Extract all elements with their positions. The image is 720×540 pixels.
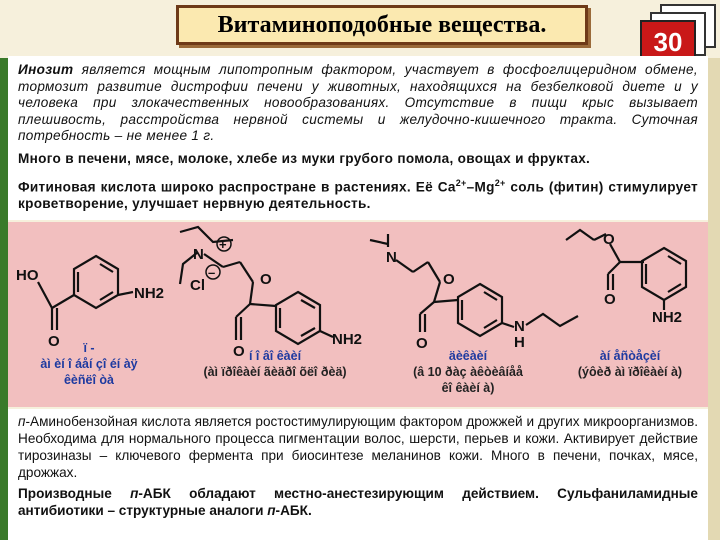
inositol-description: является мощным липотропным фактором, участвует в фосфоглицеридном обмене, тормозит развитие дистрофии печени у животных, находящихся на безбелковой диете и у человека при злокачественных новообразованиях. Отсутствие в пищи крыс вызывает плешивость, расстройства нервной системы и желудочно-кишечного тракта. Суточная потребность – не менее 1 г. [18, 62, 698, 144]
dicaine-nh-h: H [514, 334, 525, 351]
caption-anesthesin-line2: (ýôèð àì ïðîêàèí à) [577, 365, 683, 379]
phytic-acid-paragraph [18, 175, 698, 213]
anesthesin-ester-o: O [603, 231, 615, 248]
phytic-text-a: Фитиновая кислота широко распростране в растениях. Её Ca [18, 179, 456, 195]
novocaine-ester-o: O [260, 271, 272, 288]
anesthesin-nh2: NH2 [652, 309, 683, 326]
inositol-term: Инозит [18, 62, 74, 77]
caption-paba-line3: êèñëî òà [63, 373, 115, 387]
derivatives-text-c: -АБК. [275, 503, 312, 518]
derivatives-prefix-1: п [130, 486, 139, 501]
novocaine-carbonyl-o: O [233, 343, 245, 360]
paba-ho: HO [16, 267, 39, 284]
derivatives-text-a: Производные [18, 486, 131, 501]
derivatives-prefix-2: п [267, 503, 276, 518]
left-decor-rail [0, 58, 8, 540]
mg-charge: 2+ [494, 177, 506, 188]
paba-paragraph [18, 413, 698, 481]
novocaine-n: N [193, 246, 204, 263]
page-number: 30 [640, 20, 696, 64]
caption-paba-line1: ï - [83, 341, 95, 355]
novocaine-nh2: NH2 [332, 331, 363, 348]
caption-dicaine-line2: (â 10 ðàç àêòèâíåå [413, 365, 523, 379]
caption-dicaine-line3: êî êàèí à) [441, 381, 495, 395]
phytic-text-c: соль (фитин) стимулирует кроветворение, улучшает нервную деятельность. [18, 179, 698, 211]
page-number-badge [640, 2, 718, 60]
structures-panel [8, 222, 708, 407]
phytic-text-b: –Mg [466, 179, 495, 195]
dicaine-carbonyl-o: O [416, 335, 428, 352]
caption-paba-line2: àì èí î áåí çî éí àÿ [40, 357, 138, 371]
dicaine-n: N [386, 249, 397, 266]
inositol-paragraph [18, 62, 698, 145]
slide-title: Витаминоподобные вещества. [176, 5, 588, 45]
paba-nh2: NH2 [134, 285, 165, 302]
structure-dicaine [370, 234, 578, 352]
paba-o: O [48, 333, 60, 350]
novocaine-cl: Cl [190, 277, 205, 294]
paba-description: -Аминобензойная кислота является ростостимулирующим фактором дрожжей и других микроорганизмов. Необходима для нормального процесса пигментации волос, шерсти, перьев и кожи. Активирует действие тирозиназы – ключевого фермента при биосинтезе меланинов кожи. Много в печени, почках, мясе, дрожжах. [18, 414, 698, 480]
paba-text-panel [8, 409, 708, 540]
caption-novocaine [170, 348, 380, 380]
novocaine-minus: – [208, 265, 216, 280]
inositol-text-panel [8, 56, 708, 220]
anesthesin-carbonyl-o: O [604, 291, 616, 308]
derivatives-text-b: -АБК обладают местно-анестезирующим действием. Сульфаниламидные антибиотики – структурные аналоги [18, 486, 698, 518]
caption-dicaine-line1: äèêàèí [448, 349, 488, 363]
structure-novocaine [180, 227, 362, 360]
structure-anesthesin [566, 230, 686, 326]
dicaine-ester-o: O [443, 271, 455, 288]
dicaine-nh-n: N [514, 318, 525, 335]
caption-anesthesin-line1: àí åñòåçèí [599, 349, 661, 363]
caption-dicaine [388, 348, 548, 396]
right-decor-rail [708, 58, 720, 540]
structure-paba [16, 256, 164, 350]
caption-novocaine-line2: (àì ïðîêàèí ãèäðî õëî ðèä) [203, 365, 347, 379]
caption-paba [10, 340, 168, 388]
caption-anesthesin [552, 348, 708, 380]
caption-novocaine-line1: í î âî êàèí [248, 349, 302, 363]
paba-para-prefix: п [18, 414, 26, 429]
paba-derivatives-paragraph [18, 485, 698, 519]
ca-charge: 2+ [455, 177, 467, 188]
inositol-sources: Много в печени, мясе, молоке, хлебе из муки грубого помола, овощах и фруктах. [18, 150, 591, 166]
novocaine-plus: + [219, 237, 227, 252]
